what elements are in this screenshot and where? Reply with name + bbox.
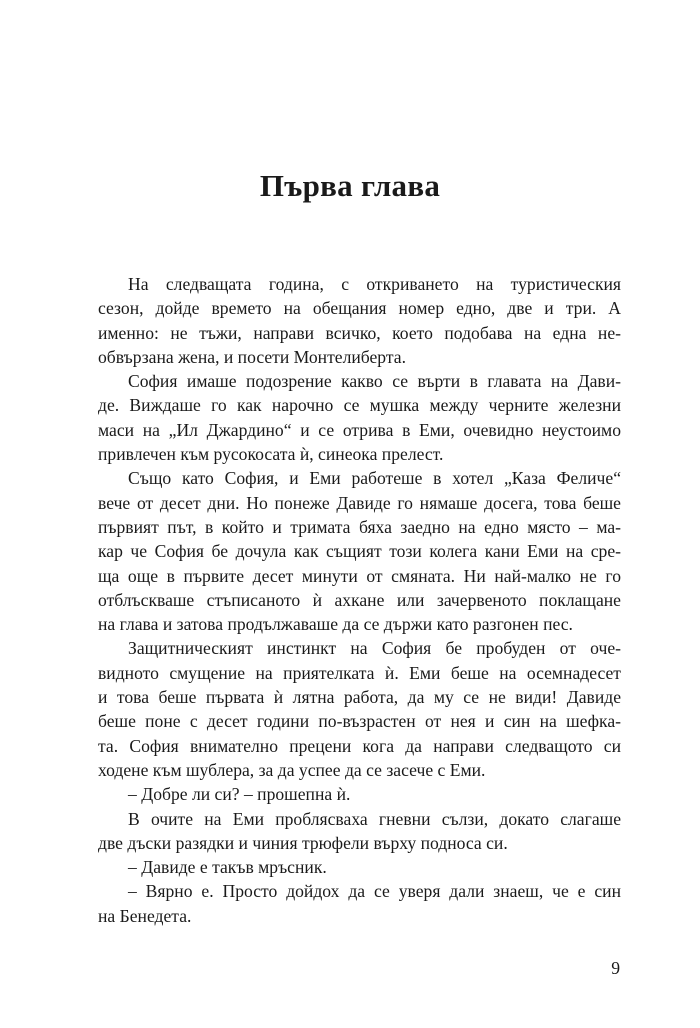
text-line: Защитническият инстинкт на София бе пробуден от оче-	[128, 638, 621, 659]
text-line: видното смущение на приятелката ѝ. Еми беше на осемнадесет	[98, 662, 621, 683]
text-line: обвързана жена, и посети Монтелиберта.	[98, 346, 406, 367]
text-line: де. Виждаше го как нарочно се мушка между черните железни	[98, 395, 621, 416]
text-line: на Бенедета.	[98, 905, 192, 926]
text-line: кар че София бе дочула как същият този колега кани Еми на сре-	[98, 541, 621, 562]
text-line: – Вярно е. Просто дойдох да се уверя дали знаеш, че е син	[128, 881, 621, 902]
text-line: маси на „Ил Джардино“ и се отрива в Еми, очевидно неустоимо	[98, 419, 621, 440]
text-line: именно: не тъжи, направи всичко, което подобава на една не-	[98, 322, 621, 343]
text-line: вече от десет дни. Но понеже Давиде го нямаше досега, това беше	[98, 492, 621, 513]
text-line: беше поне с десет години по-възрастен от нея и син на шефка-	[98, 711, 621, 732]
body-text	[98, 272, 621, 928]
text-line: та. София внимателно прецени кога да направи следващото си	[98, 735, 621, 756]
text-line: сезон, дойде времето на обещания номер едно, две и три. А	[98, 298, 621, 319]
text-line: София имаше подозрение какво се върти в главата на Дави-	[128, 371, 621, 392]
page-number: 9	[611, 958, 620, 978]
text-line: На следващата година, с откриването на туристическия	[128, 274, 621, 294]
chapter-title: Първа глава	[259, 168, 441, 203]
text-line: привлечен към русокосата ѝ, синеока прелест.	[98, 444, 444, 465]
text-line: две дъски разядки и чиния трюфели върху подноса си.	[98, 832, 508, 853]
text-line: на глава и затова продължаваше да се държи като разгонен пес.	[98, 614, 573, 635]
text-line: – Добре ли си? – прошепна ѝ.	[128, 784, 351, 805]
text-line: Също като София, и Еми работеше в хотел „Каза Феличе“	[128, 468, 621, 489]
text-line: – Давиде е такъв мръсник.	[128, 857, 327, 878]
text-line: В очите на Еми проблясваха гневни сълзи, докато слагаше	[128, 808, 621, 829]
text-line: ходене към шублера, за да успее да се засече с Еми.	[98, 759, 486, 780]
text-line: първият път, в който и тримата бяха заедно на едно място – ма-	[98, 516, 621, 537]
text-line: и това беше първата ѝ лятна работа, да му се не види! Давиде	[98, 687, 621, 708]
text-line: отблъскваше стъписаното ѝ ахкане или зачервеното поклащане	[98, 589, 621, 610]
text-line: ща още в първите десет минути от смяната. Ни най-малко не го	[98, 565, 621, 586]
